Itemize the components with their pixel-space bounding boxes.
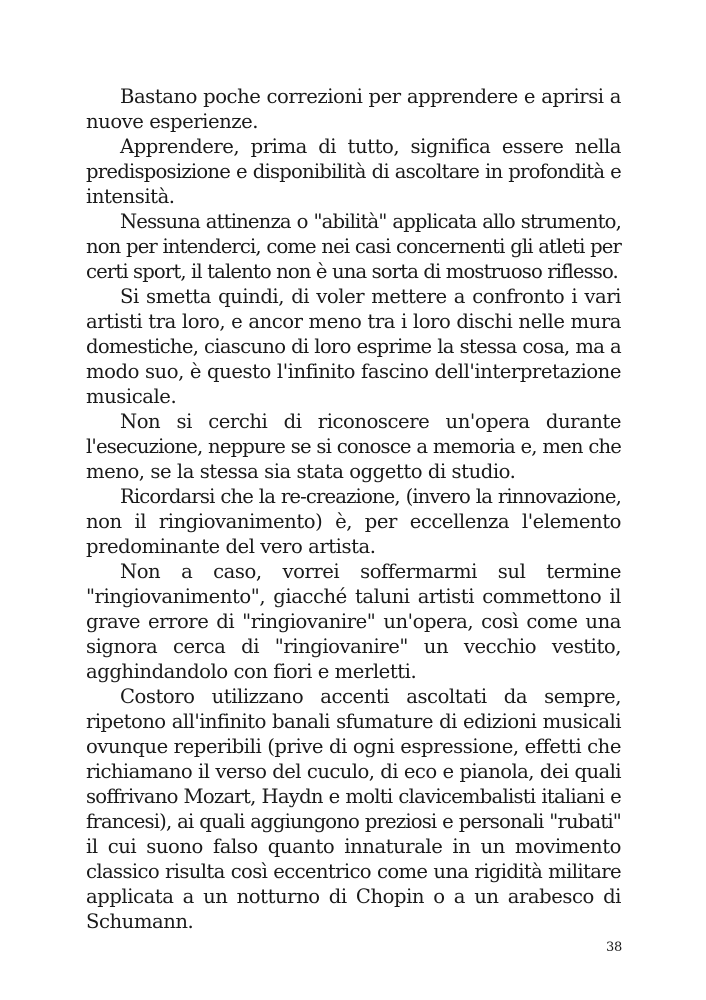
page-number: 38 <box>606 940 622 955</box>
text-line: artisti tra loro, e ancor meno tra i loro dischi nelle mura <box>86 310 621 333</box>
text-line: Nessuna attinenza o "abilità" applicata allo strumento, <box>120 210 621 233</box>
text-line: agghindandolo con fiori e merletti. <box>86 660 417 683</box>
paragraph <box>86 284 621 409</box>
text-line: modo suo, è questo l'infinito fascino dell'interpretazione <box>86 360 621 383</box>
text-line: certi sport, il talento non è una sorta di mostruoso riflesso. <box>86 260 618 283</box>
text-line: Schumann. <box>86 910 194 933</box>
paragraph <box>86 84 621 134</box>
text-line: nuove esperienze. <box>86 110 259 133</box>
text-line: predisposizione e disponibilità di ascoltare in profondità e <box>86 160 621 183</box>
text-line: Bastano poche correzioni per apprendere e aprirsi a <box>120 85 621 108</box>
paragraph <box>86 134 621 209</box>
text-line: Non si cerchi di riconoscere un'opera durante <box>120 410 621 433</box>
paragraph <box>86 484 621 559</box>
text-line: Si smetta quindi, di voler mettere a confronto i vari <box>120 285 621 308</box>
text-line: richiamano il verso del cuculo, di eco e pianola, dei quali <box>86 760 621 783</box>
text-line: francesi), ai quali aggiungono preziosi e personali "rubati" <box>86 810 621 833</box>
paragraph <box>86 559 621 684</box>
text-line: applicata a un notturno di Chopin o a un arabesco di <box>86 885 621 908</box>
paragraph <box>86 209 621 284</box>
text-line: Ricordarsi che la re-creazione, (invero la rinnovazione, <box>120 485 621 508</box>
text-line: Apprendere, prima di tutto, significa essere nella <box>120 135 621 158</box>
text-line: predominante del vero artista. <box>86 535 376 558</box>
page-body <box>86 84 621 934</box>
text-line: non per intenderci, come nei casi concernenti gli atleti per <box>86 235 621 258</box>
paragraph <box>86 409 621 484</box>
text-line: il cui suono falso quanto innaturale in un movimento <box>86 835 621 858</box>
paragraph <box>86 684 621 934</box>
text-line: classico risulta così eccentrico come una rigidità militare <box>86 860 621 883</box>
text-line: "ringiovanimento", giacché taluni artisti commettono il <box>86 585 621 608</box>
text-line: ripetono all'infinito banali sfumature di edizioni musicali <box>86 710 621 733</box>
text-line: soffrivano Mozart, Haydn e molti clavicembalisti italiani e <box>86 785 621 808</box>
text-line: meno, se la stessa sia stata oggetto di studio. <box>86 460 516 483</box>
text-line: signora cerca di "ringiovanire" un vecchio vestito, <box>86 635 621 658</box>
text-line: domestiche, ciascuno di loro esprime la stessa cosa, ma a <box>86 335 621 358</box>
text-line: non il ringiovanimento) è, per eccellenza l'elemento <box>86 510 621 533</box>
text-line: intensità. <box>86 185 175 208</box>
text-line: l'esecuzione, neppure se si conosce a memoria e, men che <box>86 435 621 458</box>
text-line: musicale. <box>86 385 177 408</box>
text-line: ovunque reperibili (prive di ogni espressione, effetti che <box>86 735 621 758</box>
text-line: Costoro utilizzano accenti ascoltati da sempre, <box>120 685 621 708</box>
text-line: Non a caso, vorrei soffermarmi sul termine <box>120 560 621 583</box>
text-line: grave errore di "ringiovanire" un'opera, così come una <box>86 610 621 633</box>
